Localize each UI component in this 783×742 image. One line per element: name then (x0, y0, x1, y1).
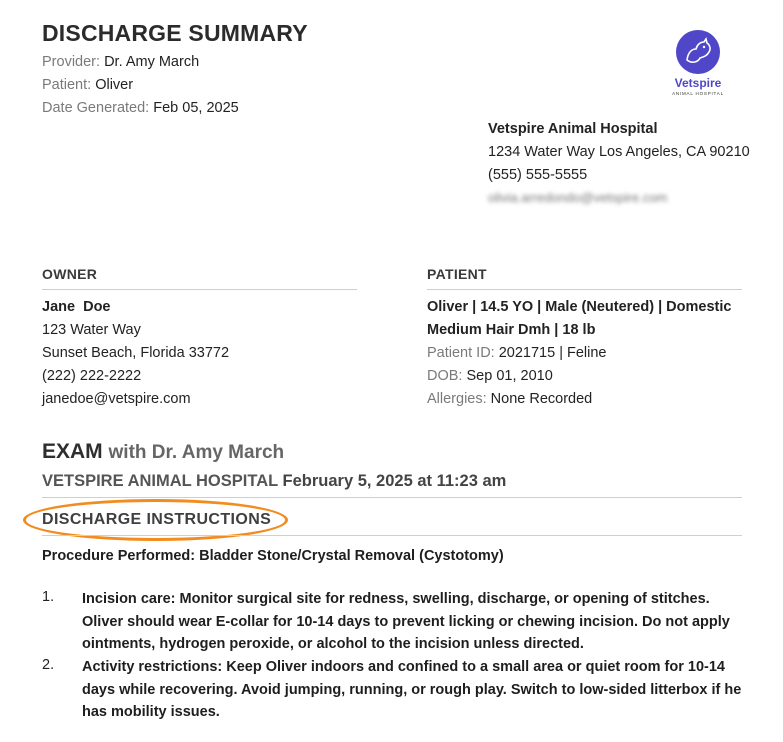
patient-id-value: 2021715 | Feline (498, 345, 607, 361)
logo-name: Vetspire (674, 76, 722, 90)
date-line (42, 100, 239, 116)
date-label: Date Generated: (42, 100, 150, 116)
discharge-divider (42, 535, 742, 536)
patient-heading: PATIENT (427, 266, 487, 282)
exam-divider (42, 497, 742, 498)
logo-subtitle: ANIMAL HOSPITAL (672, 91, 724, 96)
hospital-email: olivia.arredondo@vetspire.com (488, 190, 668, 205)
exam-label: EXAM (42, 440, 103, 463)
owner-heading: OWNER (42, 266, 98, 282)
list-item: Incision care: Monitor surgical site for redness, swelling, discharge, or opening of stitches. Oliver should wear E-collar for 10-14 days to prevent licking or chewing incision. Do not apply ointments, hydrogen peroxide, or alcohol to the incision unless directed. (82, 591, 730, 652)
discharge-heading: DISCHARGE INSTRUCTIONS (42, 511, 272, 528)
patient-summary-1: Oliver | 14.5 YO | Male (Neutered) | Domestic (427, 299, 732, 315)
list-item-number: 1. (42, 589, 55, 605)
list-item: Activity restrictions: Keep Oliver indoors and confined to a small area or quiet room for 10-14 days while recovering. Avoid jumping, running, or rough play. Switch to low-sided litterbox if he has mobility issues. (82, 659, 742, 720)
patient-divider (427, 289, 742, 290)
exam-datetime: February 5, 2025 at 11:23 am (282, 472, 507, 490)
hospital-name: Vetspire Animal Hospital (488, 121, 658, 137)
patient-dob-value: Sep 01, 2010 (466, 368, 553, 384)
exam-hospital: VETSPIRE ANIMAL HOSPITAL (42, 472, 278, 490)
procedure-performed: Procedure Performed: Bladder Stone/Crystal Removal (Cystotomy) (42, 548, 504, 564)
patient-summary-2: Medium Hair Dmh | 18 lb (427, 322, 596, 338)
owner-section (42, 266, 357, 411)
owner-name: Jane Doe (42, 299, 111, 315)
provider-value: Dr. Amy March (104, 54, 200, 70)
provider-line (42, 54, 199, 70)
patient-id-line (427, 342, 742, 365)
patient-label: Patient: (42, 77, 92, 93)
patient-allergies-value: None Recorded (490, 391, 593, 407)
pet-logo-icon (676, 30, 720, 74)
date-value: Feb 05, 2025 (153, 100, 239, 116)
patient-section (427, 266, 742, 411)
patient-dob-label: DOB: (427, 368, 463, 384)
patient-value: Oliver (95, 77, 134, 93)
provider-label: Provider: (42, 54, 101, 70)
patient-dob-line (427, 365, 742, 388)
owner-city: Sunset Beach, Florida 33772 (42, 345, 230, 361)
exam-provider: with Dr. Amy March (108, 442, 285, 463)
patient-allergies-label: Allergies: (427, 391, 487, 407)
patient-allergies-line (427, 388, 742, 411)
list-item-number: 2. (42, 657, 55, 673)
patient-line (42, 77, 133, 93)
hospital-logo (668, 30, 728, 96)
owner-phone: (222) 222-2222 (42, 368, 142, 384)
exam-subtitle (42, 472, 506, 491)
owner-street: 123 Water Way (42, 322, 141, 338)
document-title: DISCHARGE SUMMARY (42, 20, 308, 46)
hospital-address: 1234 Water Way Los Angeles, CA 90210 (488, 144, 750, 160)
owner-divider (42, 289, 357, 290)
owner-email: janedoe@vetspire.com (42, 391, 191, 407)
patient-id-label: Patient ID: (427, 345, 495, 361)
exam-title (42, 440, 284, 464)
hospital-phone: (555) 555-5555 (488, 167, 588, 183)
